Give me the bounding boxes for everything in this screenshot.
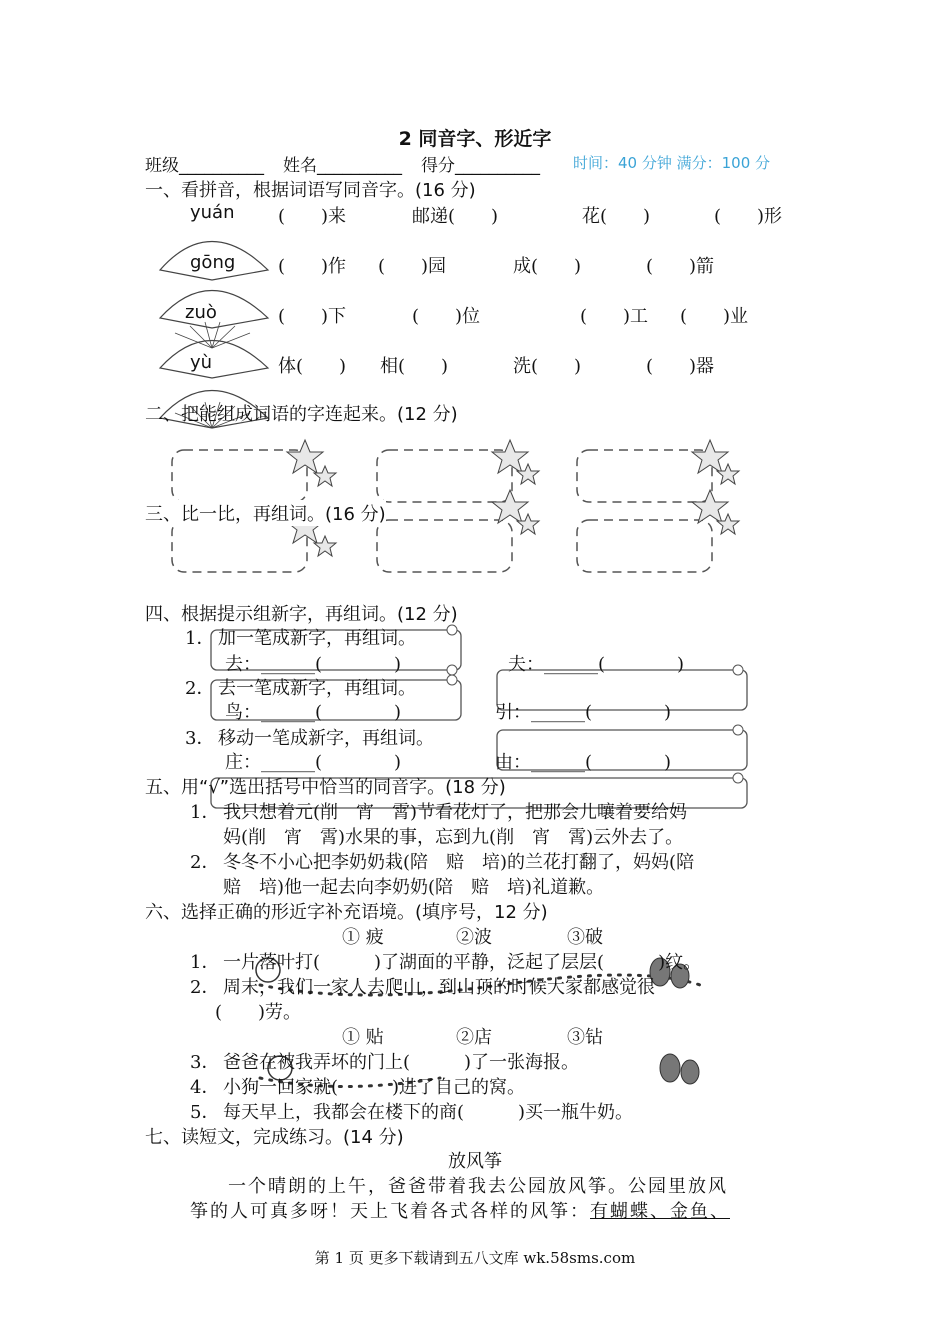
- section2-heading: 二、把能组成词语的字连起来。(12 分): [145, 404, 458, 425]
- blank-item: 鸟：______( ): [225, 702, 402, 723]
- story-paragraph: [190, 1197, 730, 1223]
- item-number: 3．: [185, 728, 215, 749]
- pinyin-yuan: yuán: [190, 202, 235, 223]
- story-paragraph: 一个晴朗的上午，爸爸带着我去公园放风筝。公园里放风: [228, 1176, 728, 1197]
- blank-item: ( )器: [646, 356, 715, 377]
- pinyin-yu: yù: [190, 352, 213, 373]
- item-text: ( )劳。: [215, 1002, 302, 1023]
- item-number: 5．: [190, 1102, 220, 1123]
- option: ① 贴: [342, 1027, 384, 1048]
- item-number: 1．: [190, 802, 220, 823]
- item-text: 每天早上，我都会在楼下的商( )买一瓶牛奶。: [223, 1102, 634, 1123]
- blank-item: ( )位: [412, 306, 481, 327]
- blank-item: 体( ): [278, 356, 347, 377]
- blank-item: ( )作: [278, 256, 347, 277]
- blank-item: ( )下: [278, 306, 347, 327]
- blank-item: ( )工: [580, 306, 649, 327]
- score-field: 得分__________: [421, 156, 540, 176]
- item-number: 4．: [190, 1077, 220, 1098]
- blank-item: 引：______( ): [495, 702, 672, 723]
- item-text: 小狗一回家就( )进了自己的窝。: [223, 1077, 526, 1098]
- item-text: 我只想着元(削 宵 霄)节看花灯了，把那会儿嚷着要给妈: [223, 802, 688, 823]
- item-text: 去一笔成新字，再组词。: [218, 678, 416, 699]
- item-text: 加一笔成新字，再组词。: [218, 628, 416, 649]
- section3-heading: 三、比一比，再组词。(16 分): [145, 500, 386, 526]
- section4-heading: 四、根据提示组新字，再组词。(12 分): [145, 604, 458, 625]
- underlined-text: 有蝴蝶、金鱼、: [590, 1201, 730, 1222]
- option: ③钻: [567, 1027, 603, 1048]
- section7-heading: 七、读短文，完成练习。(14 分): [145, 1127, 404, 1148]
- blank-item: 花( ): [582, 206, 651, 227]
- story-title: 放风筝: [448, 1151, 502, 1172]
- item-number: 3．: [190, 1052, 220, 1073]
- blank-item: 邮递( ): [412, 206, 499, 227]
- item-text: 妈(削 宵 霄)水果的事，忘到九(削 宵 霄)云外去了。: [223, 827, 684, 848]
- item-number: 2．: [190, 852, 220, 873]
- section5-heading: 五、用“√”选出括号中恰当的同音字。(18 分): [145, 777, 506, 798]
- blank-item: ( )形: [714, 206, 783, 227]
- item-text: 赔 培)他一起去向李奶奶(陪 赔 培)礼道歉。: [223, 877, 605, 898]
- class-field: 班级__________: [145, 156, 264, 176]
- pinyin-zuo: zuò: [185, 302, 217, 323]
- pinyin-gong: gōng: [190, 252, 236, 273]
- story-text: 筝的人可真多呀！天上飞着各式各样的风筝：: [190, 1201, 590, 1222]
- section6-heading: 六、选择正确的形近字补充语境。(填序号，12 分): [145, 902, 548, 923]
- item-text: 一片落叶打( )了湖面的平静，泛起了层层( )纹。: [223, 952, 702, 973]
- item-text: 周末，我们一家人去爬山，到山顶的时候大家都感觉很: [223, 977, 655, 998]
- blank-item: ( )来: [278, 206, 347, 227]
- item-number: 2．: [185, 678, 215, 699]
- blank-item: 相( ): [380, 356, 449, 377]
- blank-item: 去：______( ): [225, 654, 402, 675]
- option: ②波: [456, 927, 492, 948]
- item-text: 冬冬不小心把李奶奶栽(陪 赔 培)的兰花打翻了，妈妈(陪: [223, 852, 695, 873]
- blank-item: ( )业: [680, 306, 749, 327]
- item-text: 移动一笔成新字，再组词。: [218, 728, 434, 749]
- blank-item: 成( ): [513, 256, 582, 277]
- option: ②店: [456, 1027, 492, 1048]
- name-field: 姓名__________: [283, 156, 402, 176]
- section1-heading: 一、看拼音，根据词语写同音字。(16 分): [145, 180, 476, 201]
- page-footer: 第 1 页 更多下载请到五八文库 wk.58sms.com: [314, 1249, 636, 1267]
- option: ① 疲: [342, 927, 384, 948]
- blank-item: 庄：______( ): [225, 752, 402, 773]
- item-number: 1．: [190, 952, 220, 973]
- blank-item: ( )园: [378, 256, 447, 277]
- blank-item: 夫：______( ): [508, 654, 685, 675]
- page-title: 2 同音字、形近字: [398, 128, 552, 150]
- blank-item: 由：______( ): [495, 752, 672, 773]
- item-number: 2．: [190, 977, 220, 998]
- time-info: 时间：40 分钟 满分：100 分: [573, 154, 771, 172]
- option: ③破: [567, 927, 603, 948]
- item-number: 1．: [185, 628, 215, 649]
- blank-item: ( )箭: [646, 256, 715, 277]
- item-text: 爸爸在被我弄坏的门上( )了一张海报。: [223, 1052, 580, 1073]
- blank-item: 洗( ): [513, 356, 582, 377]
